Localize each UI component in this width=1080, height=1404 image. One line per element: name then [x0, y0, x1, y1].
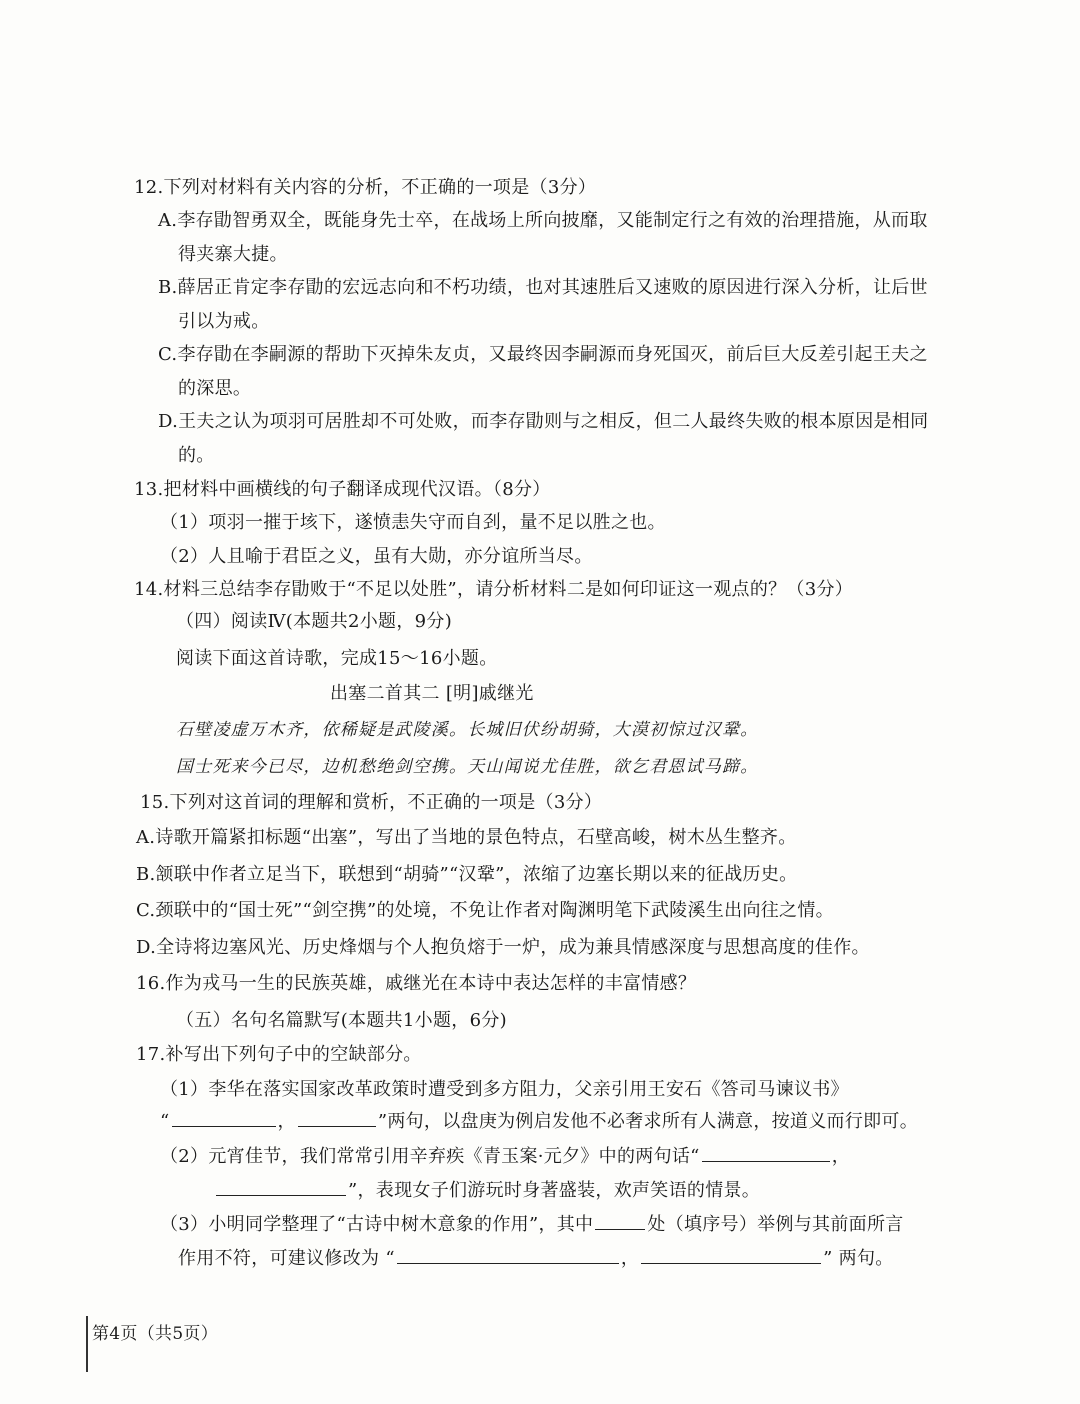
q15-option-a: A.诗歌开篇紧扣标题“出塞”，写出了当地的景色特点，石壁高峻，树木丛生整齐。 [136, 827, 797, 848]
poem-line-2: 国士死来今已尽，边机愁绝剑空携。天山闻说尤佳胜，欲乞君恩试马蹄。 [176, 757, 759, 777]
q12-option-b-line2: 引以为戒。 [178, 311, 270, 332]
q14-stem: 14.材料三总结李存勖败于“不足以处胜”，请分析材料二是如何印证这一观点的？（3分） [134, 579, 854, 600]
q12-option-b-line1: B.薛居正肯定李存勖的宏远志向和不朽功绩，也对其速胜后又速败的原因进行深入分析，让后世 [158, 277, 928, 298]
q17-part3-text-c: 作用不符，可建议修改为 “ [178, 1248, 395, 1269]
answer-blank-2[interactable] [298, 1108, 376, 1127]
q13-stem: 13.把材料中画横线的句子翻译成现代汉语。（8分） [134, 479, 551, 500]
page-number: 第4页（共5页） [92, 1324, 219, 1344]
section4-instruction: 阅读下面这首诗歌，完成15～16小题。 [176, 648, 498, 669]
q17-part2-line1 [160, 1143, 850, 1169]
answer-blank-4[interactable] [216, 1177, 346, 1196]
q17-part3-line1 [160, 1211, 904, 1237]
q17-part2-line2 [214, 1177, 760, 1203]
q17-part1-rest: ”两句，以盘庚为例启发他不必奢求所有人满意，按道义而行即可。 [377, 1111, 919, 1132]
scan-edge-mark [86, 1316, 88, 1372]
q12-option-c-line2: 的深思。 [178, 378, 252, 399]
answer-blank-7[interactable] [641, 1245, 821, 1264]
q17-part3-text-d: ” 两句。 [823, 1248, 894, 1269]
q13-sentence-2: （2）人且喻于君臣之义，虽有大勋，亦分谊所当尽。 [160, 546, 593, 567]
q17-part1-line2 [160, 1108, 918, 1134]
q12-option-c-line1: C.李存勖在李嗣源的帮助下灭掉朱友贞，又最终因李嗣源而身死国灭，前后巨大反差引起王夫之 [158, 344, 928, 365]
q12-option-a-line1: A.李存勖智勇双全，既能身先士卒，在战场上所向披靡，又能制定行之有效的治理措施，从而取 [158, 210, 928, 231]
answer-blank-6[interactable] [397, 1245, 619, 1264]
q16-stem: 16.作为戎马一生的民族英雄，戚继光在本诗中表达怎样的丰富情感？ [136, 973, 697, 994]
comma: ， [831, 1146, 850, 1167]
comma: ， [277, 1111, 296, 1132]
q15-option-b: B.颔联中作者立足当下，联想到“胡骑”“汉鞏”，浓缩了边塞长期以来的征战历史。 [136, 864, 798, 885]
comma: ， [620, 1248, 640, 1269]
q17-part2-rest: ”，表现女子们游玩时身著盛装，欢声笑语的情景。 [348, 1180, 761, 1201]
q15-option-c: C.颈联中的“国士死”“剑空携”的处境，不免让作者对陶渊明笔下武陵溪生出向往之情。 [136, 900, 834, 921]
open-quote: “ [160, 1111, 170, 1132]
q17-part3-line2 [178, 1245, 894, 1271]
answer-blank-3[interactable] [702, 1143, 830, 1162]
section5-heading: （五）名句名篇默写(本题共1小题，6分) [176, 1010, 507, 1031]
q17-part2-text: （2）元宵佳节，我们常常引用辛弃疾《青玉案·元夕》中的两句话“ [160, 1146, 700, 1167]
poem-line-1: 石壁凌虚万木齐，依稀疑是武陵溪。长城旧伏纷胡骑，大漠初惊过汉鞏。 [176, 720, 759, 740]
q13-sentence-1: （1）项羽一摧于垓下，遂愤恚失守而自刭，量不足以胜之也。 [160, 512, 666, 533]
q17-part3-text-b: 处（填序号）举例与其前面所言 [647, 1214, 904, 1235]
answer-blank-1[interactable] [172, 1108, 276, 1127]
q17-stem: 17.补写出下列句子中的空缺部分。 [136, 1044, 422, 1065]
q12-option-a-line2: 得夹寨大捷。 [178, 244, 288, 265]
section4-heading: （四）阅读Ⅳ(本题共2小题，9分) [176, 611, 453, 632]
q15-stem: 15.下列对这首词的理解和赏析，不正确的一项是（3分） [140, 792, 603, 813]
q15-option-d: D.全诗将边塞风光、历史烽烟与个人抱负熔于一炉，成为兼具情感深度与思想高度的佳作。 [136, 937, 870, 958]
answer-blank-5[interactable] [595, 1211, 645, 1230]
q17-part1-line1: （1）李华在落实国家改革政策时遭受到多方阻力，父亲引用王安石《答司马谏议书》 [160, 1079, 849, 1100]
q12-stem: 12.下列对材料有关内容的分析，不正确的一项是（3分） [134, 177, 597, 198]
poem-title: 出塞二首其二 [明]戚继光 [330, 683, 534, 704]
q12-option-d-line2: 的。 [178, 445, 215, 466]
q17-part3-text-a: （3）小明同学整理了“古诗中树木意象的作用”，其中 [160, 1214, 594, 1235]
q12-option-d-line1: D.王夫之认为项羽可居胜却不可处败，而李存勖则与之相反，但二人最终失败的根本原因是相同 [158, 411, 929, 432]
